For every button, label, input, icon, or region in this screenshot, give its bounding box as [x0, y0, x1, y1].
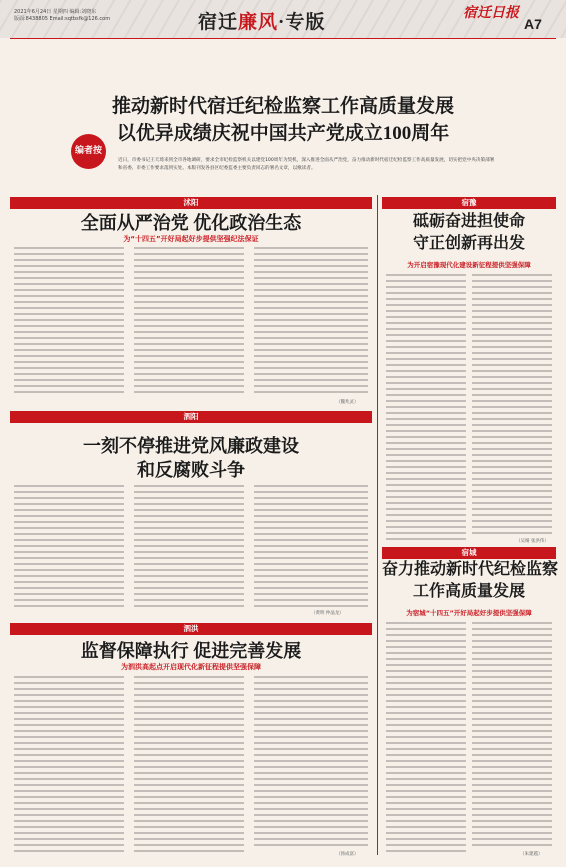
- article-body-column: [14, 676, 124, 854]
- article-body-column: [254, 485, 368, 607]
- main-headline-line1: 推动新时代宿迁纪检监察工作高质量发展: [111, 96, 454, 117]
- article-author: （吴晴 张洪伟）: [516, 539, 549, 544]
- article-body-column: [386, 622, 466, 854]
- article-body-column: [14, 247, 124, 397]
- issue-meta-line: 版面:8438805 Email:sqtbsfk@126.com: [14, 16, 111, 23]
- article-body-column: [472, 622, 552, 846]
- section-name-suffix: ·专版: [278, 12, 326, 33]
- region-bar-shuyang: 沭阳: [10, 197, 372, 209]
- article-title: 全面从严治党 优化政治生态: [80, 213, 302, 233]
- region-bar-sucheng: 宿城: [382, 547, 556, 559]
- newspaper-logo: 宿迁日报: [463, 6, 519, 21]
- article-author: （朱建越）: [520, 852, 543, 857]
- article-title-line2: 守正创新再出发: [412, 235, 525, 252]
- issue-meta: [14, 9, 164, 24]
- article-title: 奋力推动新时代纪检监察: [382, 561, 559, 578]
- main-headline-line2: 以优异成绩庆祝中国共产党成立100周年: [116, 123, 450, 144]
- article-body-column: [254, 676, 368, 846]
- article-title: 监督保障执行 促进完善发展: [80, 641, 302, 661]
- article-body-column: [472, 274, 552, 536]
- header-rule: [10, 38, 556, 39]
- region-bar-siyang: 泗阳: [10, 411, 372, 423]
- article-body-column: [134, 485, 244, 607]
- page-number: A7: [524, 16, 542, 32]
- section-name-red: 廉风: [238, 12, 279, 33]
- article-subtitle: 为开启宿豫现代化建设新征程提供坚强保障: [407, 261, 531, 269]
- article-title-line2: 和反腐败斗争: [137, 460, 245, 480]
- editor-note-text: 近日，市委书记王天琦来到全市各地调研，要求全市纪检监察机关以建党100周年为契机，深入推进全面从严治党，奋力推动新时代宿迁纪检监察工作高质量发展，切实把党中央决策部署和省委、市委工作要求落到实处。本版刊发各县区纪委监委主要负责同志的署名文章，以飨读者。: [118, 158, 495, 171]
- article-title: 一刻不停推进党风廉政建设: [83, 436, 299, 456]
- article-body-column: [134, 247, 244, 397]
- article-author: （魏兆灵）: [336, 400, 359, 405]
- editor-note-tag: 编者按: [71, 134, 106, 169]
- article-body-column: [254, 247, 368, 397]
- section-name: [198, 7, 325, 34]
- article-title-line2: 工作高质量发展: [412, 583, 525, 600]
- article-body-column: [386, 274, 466, 542]
- article-subtitle: 为“十四五”开好局起好步提供坚强纪法保证: [123, 235, 259, 243]
- article-subtitle: 为宿城“十四五”开好局起好步提供坚强保障: [406, 609, 532, 617]
- column-divider: [377, 195, 378, 855]
- article-body-column: [134, 676, 244, 854]
- section-name-prefix: 宿迁: [198, 12, 239, 33]
- article-author: （黄明 仲晶龙）: [311, 611, 344, 616]
- region-bar-suyu: 宿豫: [382, 197, 556, 209]
- article-author: （汤成富）: [336, 852, 359, 857]
- article-body-column: [14, 485, 124, 607]
- article-title: 砥砺奋进担使命: [412, 213, 525, 230]
- article-subtitle: 为泗洪高起点开启现代化新征程提供坚强保障: [121, 663, 261, 671]
- region-bar-sihong: 泗洪: [10, 623, 372, 635]
- issue-meta-line: 2021年6月24日 星期四 编辑:刘晓东: [14, 9, 97, 15]
